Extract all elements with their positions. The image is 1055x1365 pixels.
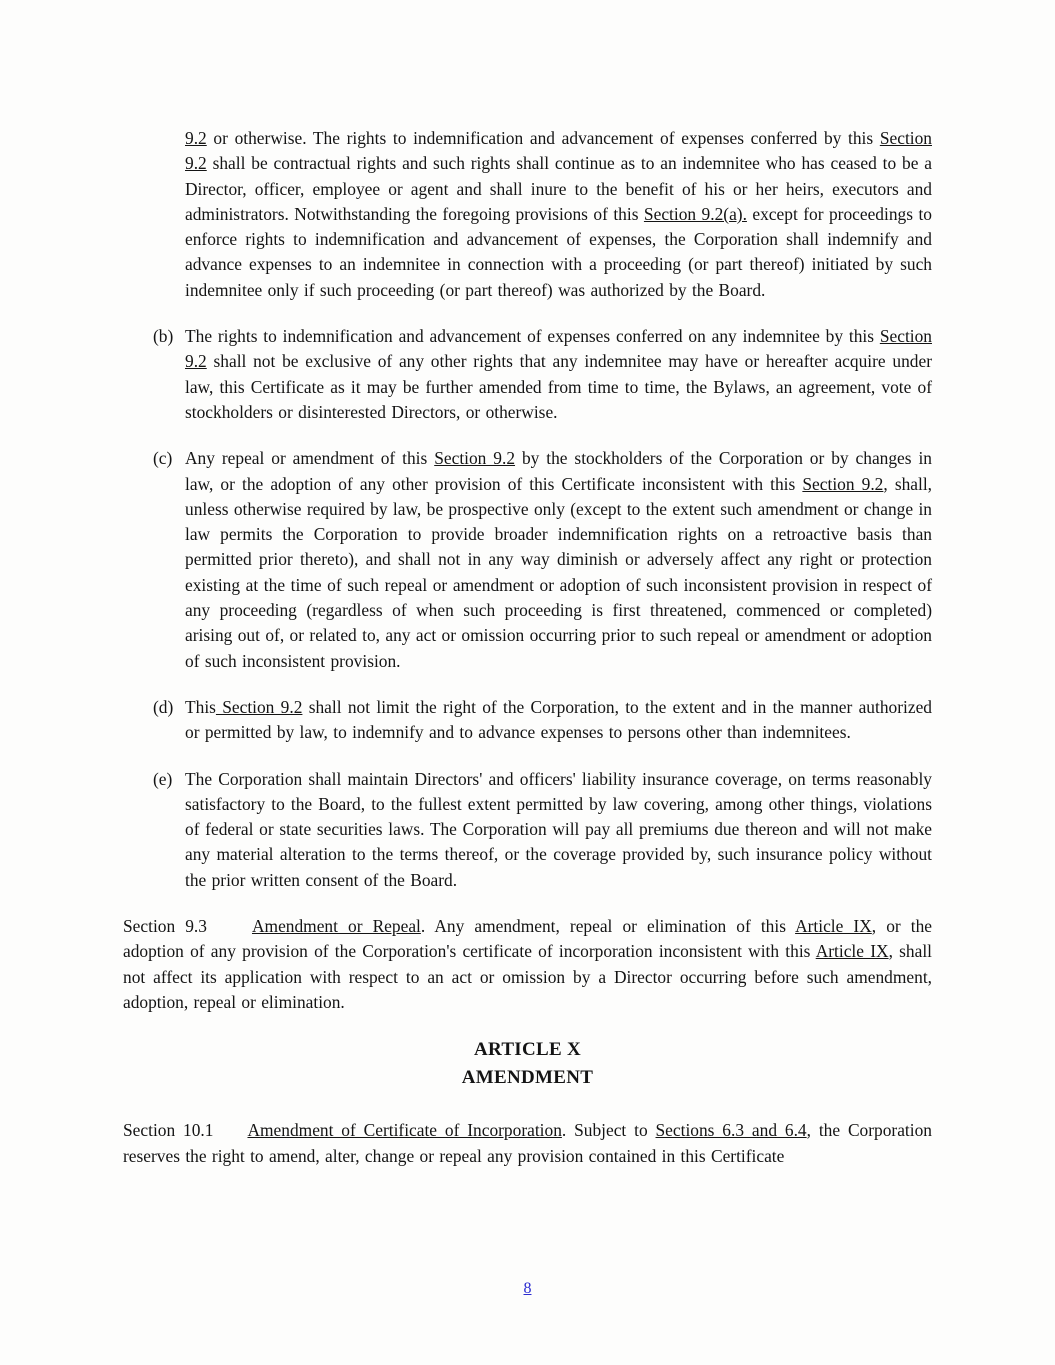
text-run: The Corporation shall maintain Directors' and officers' liability insurance coverage, on terms reasonably satisfactory to the Board, to the fullest extent permitted by law covering, among other things, violations of federal or state securities laws. The Corporation will pay all premiums due thereon and will not make any material alteration to the terms thereof, or the coverage provided by, such insurance policy without the prior written consent of the Board. bbox=[185, 768, 932, 890]
ref-section-9-2: Section 9.2 bbox=[185, 326, 932, 372]
text-run: by the stockholders of the Corporation or by changes in law, or the adoption of any other provision of this Certificate inconsistent with this bbox=[185, 448, 932, 494]
list-marker-b: (b) bbox=[153, 326, 174, 347]
list-item-d bbox=[123, 695, 932, 746]
paragraph-e bbox=[185, 767, 932, 893]
heading-amendment-or-repeal: Amendment or Repeal bbox=[251, 916, 421, 937]
ref-section-9-2a: Section 9.2(a). bbox=[643, 203, 747, 224]
ref-section-9-2: Section 9.2 bbox=[434, 448, 516, 469]
paragraph-section-9-2-continuation bbox=[185, 126, 932, 303]
ref-section-9-2: 9.2 bbox=[185, 128, 207, 148]
text-run: shall not be exclusive of any other rights that any indemnitee may have or hereafter acquire under law, this Certificate as it may be further amended from time to time, the Bylaws, an agreement, vote of stockholders or disinterested Directors, or otherwise. bbox=[185, 351, 932, 422]
ref-sections-6-3-and-6-4: Sections 6.3 and 6.4 bbox=[655, 1120, 807, 1141]
document-body bbox=[123, 126, 932, 1190]
page-footer bbox=[0, 1280, 1055, 1298]
article-x-subtitle: AMENDMENT bbox=[461, 1067, 594, 1089]
list-item-c bbox=[123, 446, 932, 674]
text-run: or otherwise. The rights to indemnification and advancement of expenses conferred by this bbox=[206, 128, 880, 148]
text-run: , shall not affect its application with respect to an act or omission by a Director occurring before such amendment, adoption, repeal or elimination. bbox=[123, 941, 932, 1012]
list-marker-c: (c) bbox=[153, 448, 173, 469]
ref-section-9-2: Section 9.2 bbox=[215, 696, 303, 717]
ref-section-9-2: Section 9.2 bbox=[802, 473, 884, 494]
text-run: . Subject to bbox=[561, 1120, 656, 1141]
text-run: , or the adoption of any provision of the Corporation's certificate of incorporation inconsistent with this bbox=[123, 916, 933, 962]
article-x-heading bbox=[123, 1036, 932, 1092]
list-item-b bbox=[123, 324, 932, 425]
ref-section-9-2: Section 9.2 bbox=[185, 128, 932, 174]
text-run: , the Corporation reserves the right to amend, alter, change or repeal any provision contained in this Certificate bbox=[123, 1120, 932, 1166]
text-run: This bbox=[185, 696, 216, 717]
paragraph-c bbox=[185, 446, 932, 674]
list-marker-e: (e) bbox=[153, 768, 173, 789]
text-run: The rights to indemnification and advancement of expenses conferred on any indemnitee by this bbox=[185, 326, 880, 347]
page-number-link[interactable]: 8 bbox=[523, 1280, 532, 1297]
paragraph-section-10-1 bbox=[123, 1118, 932, 1169]
text-run: Any repeal or amendment of this bbox=[185, 448, 435, 469]
text-run: except for proceedings to enforce rights to indemnification and advancement of expenses, the Corporation shall indemnify and advance expenses to an indemnitee in connection with a proceeding (or part thereof) initiated by such indemnitee only if such proceeding (or part thereof) was authorized by the Board. bbox=[185, 203, 932, 300]
list-item-e bbox=[123, 767, 932, 893]
paragraph-d bbox=[185, 695, 932, 746]
paragraph-b bbox=[185, 324, 932, 425]
text-run: , shall, unless otherwise required by law, be prospective only (except to the extent such amendment or change in law permits the Corporation to provide broader indemnification rights on a retroactive basis than permitted prior thereto), and shall not in any way diminish or adversely affect any right or protection existing at the time of such repeal or amendment or adoption of such inconsistent provision in respect of any proceeding (regardless of when such proceeding is first threatened, commenced or completed) arising out of, or related to, any act or omission occurring prior to such repeal or amendment or adoption of such inconsistent provision. bbox=[185, 473, 933, 671]
section-10-1-label: Section 10.1 bbox=[123, 1120, 214, 1141]
heading-amendment-of-certificate: Amendment of Certificate of Incorporation bbox=[247, 1120, 562, 1141]
ref-article-ix: Article IX bbox=[815, 941, 889, 962]
text-run: . Any amendment, repeal or elimination of this bbox=[420, 916, 796, 937]
paragraph-section-9-3 bbox=[123, 914, 932, 1015]
ref-article-ix: Article IX bbox=[795, 916, 872, 937]
section-9-3-label: Section 9.3 bbox=[123, 916, 207, 937]
text-run: shall not limit the right of the Corporation, to the extent and in the manner authorized or permitted by law, to indemnify and to advance expenses to persons other than indemnitees. bbox=[185, 696, 932, 743]
article-x-title: ARTICLE X bbox=[473, 1039, 582, 1061]
text-run: shall be contractual rights and such rights shall continue as to an indemnitee who has ceased to be a Director, officer, employee or agent and shall inure to the benefit of his or her heirs, executors and administrators. Notwithstanding the foregoing provisions of this bbox=[185, 153, 932, 224]
list-marker-d: (d) bbox=[153, 696, 174, 717]
